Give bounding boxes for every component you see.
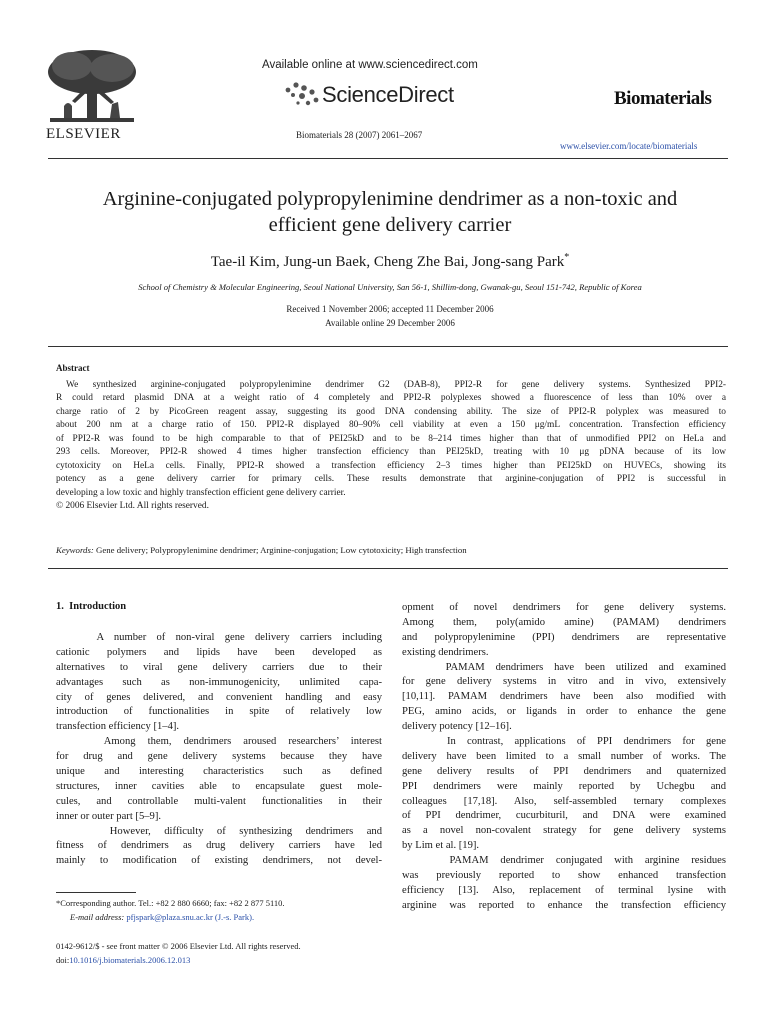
abstract-body	[56, 379, 726, 513]
body-line: In contrast, applications of PPI dendrimers for gene	[402, 736, 726, 748]
journal-citation: Biomaterials 28 (2007) 2061–2067	[296, 130, 423, 140]
keywords-list: Gene delivery; Polypropylenimine dendrimer; Arginine-conjugation; Low cytotoxicity; High transfection	[96, 545, 467, 555]
body-line: Among them, poly(amido amine) (PAMAM) dendrimers	[402, 616, 726, 628]
corresponding-author-mark[interactable]: *	[564, 252, 570, 263]
elsevier-tree-logo	[42, 46, 142, 130]
body-line: advantages such as non-immunogenicity, unlimited capa-	[56, 676, 382, 688]
received-dates: Received 1 November 2006; accepted 11 December 2006	[286, 304, 494, 314]
doi-link[interactable]: 10.1016/j.biomaterials.2006.12.013	[69, 955, 191, 965]
journal-name: Biomaterials	[614, 88, 712, 109]
body-line: arginine was reported to enhance the transfection efficiency	[402, 899, 726, 911]
body-line: cationic polymers and lipids have been developed as	[56, 646, 382, 658]
email-link[interactable]: pfjspark@plaza.snu.ac.kr (J.-s. Park).	[126, 912, 255, 922]
left-column	[56, 631, 382, 869]
abstract-line: potency as a gene delivery carrier for primary cells. These results demonstrate that arginine-conjugation of PPI2 is successful in	[56, 474, 726, 485]
body-line: for gene delivery systems in vitro and in vivo, extensively	[402, 676, 726, 688]
publisher-name: ELSEVIER	[46, 126, 121, 142]
authors-text: Tae-il Kim, Jung-un Baek, Cheng Zhe Bai, Jong-sang Park	[210, 254, 565, 270]
footnote-divider	[56, 892, 136, 893]
doi-label: doi:	[56, 955, 70, 965]
abstract-heading: Abstract	[56, 363, 90, 373]
body-line: and polypropylenimine (PPI) dendrimers are representative	[402, 631, 726, 643]
body-line: mainly to modification of existing dendrimers, not devel-	[56, 855, 382, 867]
body-line: opment of novel dendrimers for gene delivery systems.	[402, 602, 726, 613]
abstract-line: We synthesized arginine-conjugated polypropylenimine dendrimer G2 (DAB-8), PPI2-R for gene delivery systems. Synthesized PPI2-	[66, 380, 726, 390]
available-online-text: Available online at www.sciencedirect.com	[262, 59, 478, 71]
body-line: city of genes delivered, and convenient handling and easy	[56, 691, 382, 703]
body-line: alternatives to viral gene delivery carriers due to their	[56, 661, 382, 673]
body-line: structures, inner cavities able to encapsulate guest mole-	[56, 780, 382, 792]
abstract-line: 293 cells. Moreover, PPI2-R showed 4 times higher transfection efficiency than PEI25kD, treating with 10 μg pDNA because of its low	[56, 447, 726, 458]
abstract-copyright: © 2006 Elsevier Ltd. All rights reserved.	[56, 500, 209, 511]
author-affiliation: School of Chemistry & Molecular Engineering, Seoul National University, San 56-1, Shillim-dong, Gwanak-gu, Seoul 151-742, Republic of Korea	[138, 282, 642, 292]
body-line: A number of non-viral gene delivery carriers including	[56, 632, 382, 643]
abstract-line: R could retard plasmid DNA at a weight ratio of 4 completely and PPI2-R polyplexes showed a fluorescence of less than 10% over a	[56, 393, 726, 404]
body-line: PAMAM dendrimer conjugated with arginine residues	[402, 855, 726, 867]
body-line: PEG, amino acids, or ligands in order to enhance the gene	[402, 706, 726, 718]
journal-url-link[interactable]: www.elsevier.com/locate/biomaterials	[560, 141, 698, 151]
body-line: [10,11]. PAMAM dendrimers have been also modified with	[402, 691, 726, 703]
front-matter-notice: 0142-9612/$ - see front matter © 2006 Elsevier Ltd. All rights reserved.	[56, 941, 301, 951]
article-title	[40, 186, 740, 238]
body-line: colleagues [17,18]. Also, self-assembled ternary complexes	[402, 795, 726, 807]
body-line: Among them, dendrimers aroused researchers’ interest	[56, 736, 382, 748]
online-date: Available online 29 December 2006	[325, 318, 455, 328]
body-line: of PPI dendrimer, cucurbituril, and DNA were examined	[402, 810, 726, 822]
abstract-line: about 200 nm at a charge ratio of 150. PPI2-R displayed 80–90% cell viability at even a 150 μg/mL concentration. Transfection efficiency	[56, 420, 726, 431]
corresponding-author-footnote: *Corresponding author. Tel.: +82 2 880 6660; fax: +82 2 877 5110.	[56, 898, 285, 908]
abstract-divider	[48, 346, 728, 347]
keywords	[56, 545, 726, 555]
body-line: as a novel non-covalent strategy for gene delivery systems	[402, 825, 726, 837]
body-line: was previously reported to show enhanced transfection	[402, 870, 726, 882]
body-line: gene delivery results of PPI dendrimers and quaternized	[402, 765, 726, 777]
body-line: fitness of dendrimers as drug delivery carriers have led	[56, 840, 382, 852]
body-line: delivery have been limited to a small number of works. The	[402, 750, 726, 762]
abstract-line: developing a low toxic and highly transfection efficient gene delivery carrier.	[56, 487, 346, 498]
abstract-line: cytotoxicity on HeLa cells. Finally, PPI2-R showed a transfection efficiency 2–3 times higher than PEI25kD on HUVECs, showing its	[56, 460, 726, 471]
title-line-2: efficient gene delivery carrier	[268, 214, 512, 236]
body-line: However, difficulty of synthesizing dendrimers and	[56, 825, 382, 837]
sciencedirect-wordmark: ScienceDirect	[322, 82, 454, 107]
email-label: E-mail address:	[70, 912, 125, 922]
body-line: for drug and gene delivery systems because they have	[56, 751, 382, 763]
body-line: efficiency [13]. Also, replacement of terminal lysine with	[402, 884, 726, 896]
email-footnote	[70, 912, 254, 922]
body-line: by Lim et al. [19].	[402, 840, 480, 852]
body-line: cules, and controllable multi-valent functionalities in their	[56, 795, 382, 807]
body-line: PPI dendrimers were mainly reported by Uchegbu and	[402, 780, 726, 792]
body-line: PAMAM dendrimers have been utilized and examined	[402, 661, 726, 673]
section-heading-introduction: 1. Introduction	[56, 601, 127, 612]
body-line: transfection efficiency [1–4].	[56, 721, 180, 733]
abstract-line: of PPI2-R was found to be high comparable to that of PEI25kD and to be 8–214 times higher than that of unmodified PPI2 on HeLa and	[56, 433, 726, 444]
body-line: delivery potency [12–16].	[402, 721, 512, 733]
body-line: unique and interesting characteristics such as defined	[56, 766, 382, 778]
body-line: introduction of functionalities in spite of relatively low	[56, 706, 382, 718]
doi-line	[56, 955, 190, 965]
body-line: existing dendrimers.	[402, 646, 489, 658]
author-list	[40, 252, 740, 271]
abstract-line: charge ratio of 2 by PicoGreen reagent assay, suggesting its good DNA condensing ability. The size of PPI2-R polyplex was measured to	[56, 406, 726, 417]
title-line-1: Arginine-conjugated polypropylenimine dendrimer as a non-toxic and	[102, 188, 678, 210]
header-divider	[48, 158, 728, 159]
keywords-label: Keywords:	[56, 545, 94, 555]
right-column	[402, 601, 726, 914]
keywords-divider	[48, 568, 728, 569]
body-line: inner or outer part [5–9].	[56, 810, 162, 822]
